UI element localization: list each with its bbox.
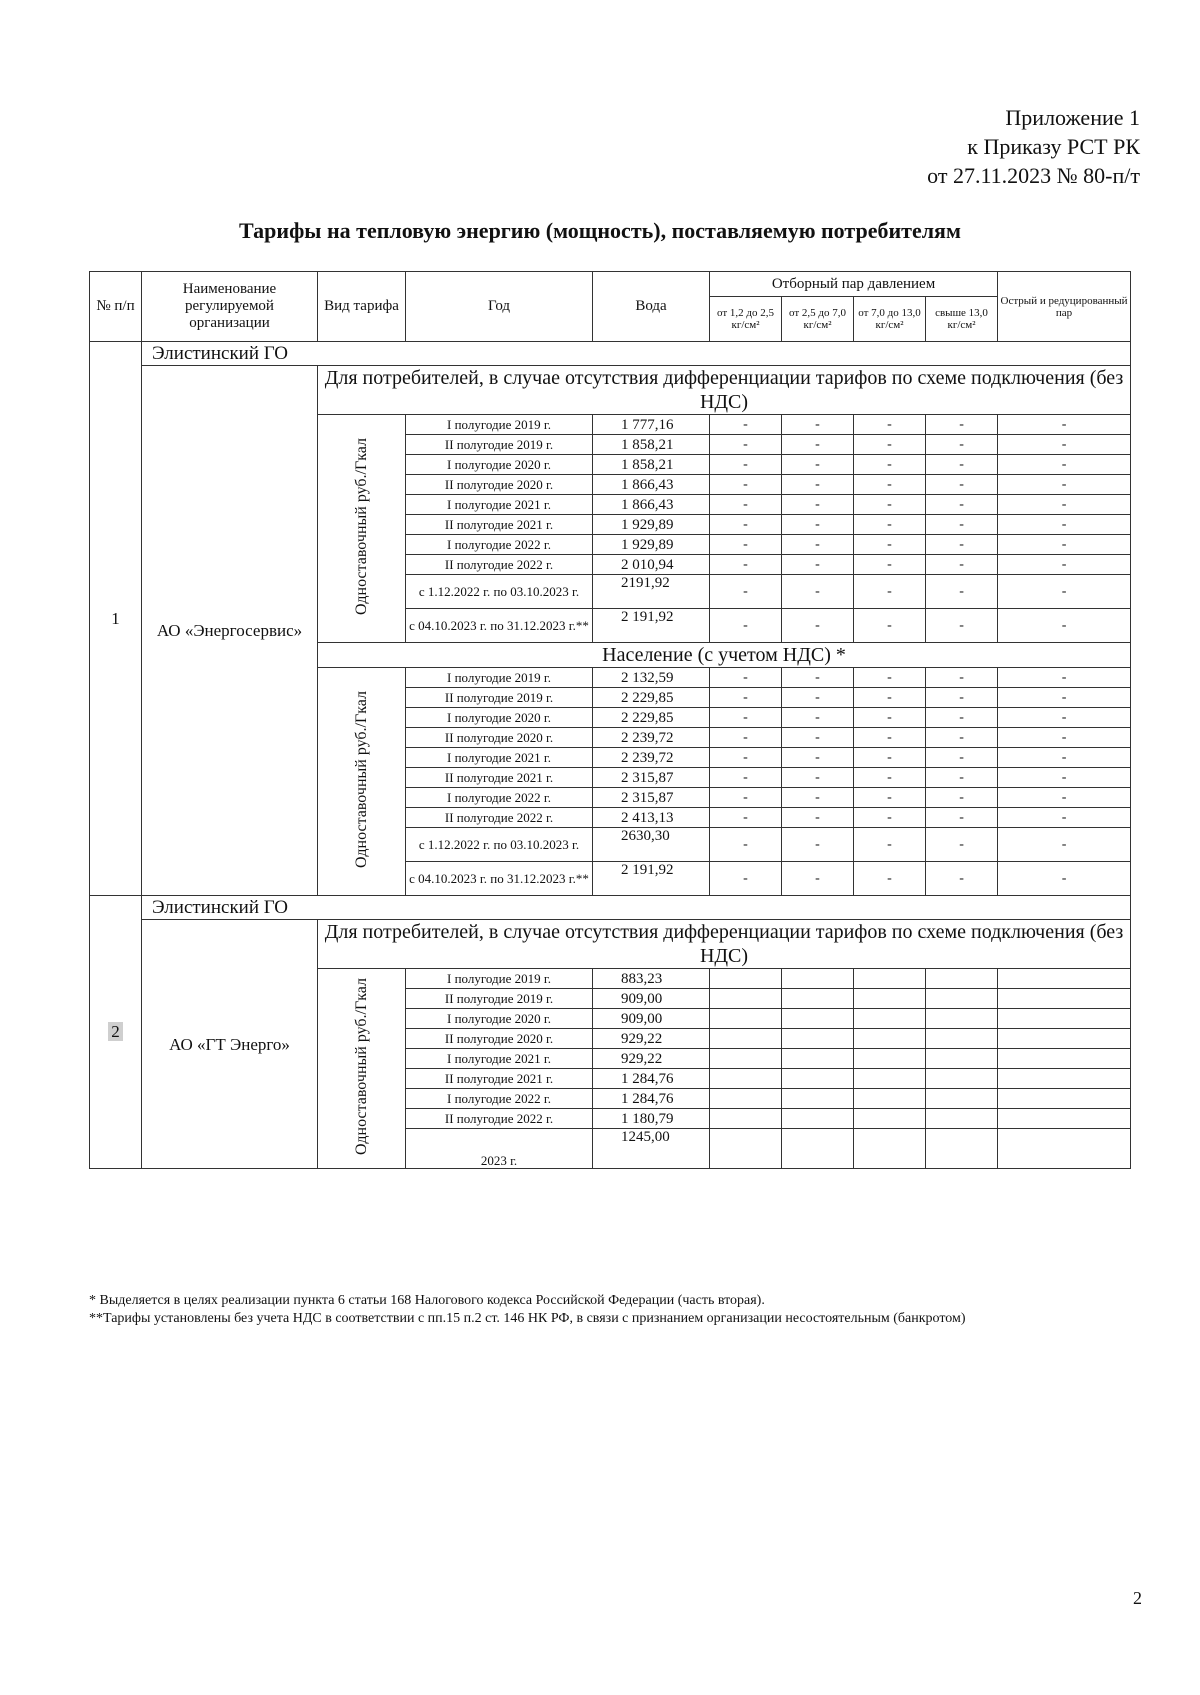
org-number-cell <box>90 342 142 896</box>
steam-value <box>854 1129 926 1169</box>
water-value: 2 315,87 <box>593 768 710 788</box>
steam-value <box>998 1049 1131 1069</box>
steam-value: - <box>710 828 782 862</box>
col-header-sharp-steam: Острый и редуцированный пар <box>998 272 1131 342</box>
water-value: 2 191,92 <box>593 609 710 643</box>
tariff-type-cell <box>318 668 406 896</box>
steam-value: - <box>926 609 998 643</box>
steam-value: - <box>782 575 854 609</box>
steam-value <box>854 1049 926 1069</box>
steam-value <box>854 1029 926 1049</box>
period-cell: II полугодие 2019 г. <box>406 989 593 1009</box>
steam-value <box>854 1109 926 1129</box>
steam-value: - <box>710 515 782 535</box>
period-cell: II полугодие 2021 г. <box>406 515 593 535</box>
steam-value: - <box>782 535 854 555</box>
steam-value: - <box>710 688 782 708</box>
water-value: 1 180,79 <box>593 1109 710 1129</box>
steam-value <box>926 1069 998 1089</box>
steam-value: - <box>926 515 998 535</box>
water-value: 1 929,89 <box>593 515 710 535</box>
steam-value: - <box>710 668 782 688</box>
steam-value: - <box>998 495 1131 515</box>
period-cell: II полугодие 2020 г. <box>406 1029 593 1049</box>
steam-value: - <box>782 688 854 708</box>
region-row <box>90 896 1131 920</box>
period-cell: II полугодие 2021 г. <box>406 768 593 788</box>
steam-value <box>926 969 998 989</box>
steam-value <box>710 1109 782 1129</box>
steam-value: - <box>926 495 998 515</box>
steam-value <box>998 1109 1131 1129</box>
steam-value: - <box>854 708 926 728</box>
water-value: 909,00 <box>593 1009 710 1029</box>
steam-value: - <box>854 788 926 808</box>
steam-value: - <box>854 808 926 828</box>
water-value: 1 929,89 <box>593 535 710 555</box>
water-value: 2 191,92 <box>593 862 710 896</box>
steam-value <box>782 1069 854 1089</box>
steam-value <box>998 1089 1131 1109</box>
steam-value <box>782 1029 854 1049</box>
col-header-num: № п/п <box>90 272 142 342</box>
steam-value: - <box>998 555 1131 575</box>
water-value: 883,23 <box>593 969 710 989</box>
col-header-water: Вода <box>593 272 710 342</box>
steam-value: - <box>782 808 854 828</box>
steam-value: - <box>998 828 1131 862</box>
steam-value: - <box>782 435 854 455</box>
steam-value <box>926 989 998 1009</box>
period-cell: с 04.10.2023 г. по 31.12.2023 г.** <box>406 609 593 643</box>
water-value: 2630,30 <box>593 828 710 862</box>
water-value: 2 010,94 <box>593 555 710 575</box>
steam-value <box>710 1129 782 1169</box>
steam-value: - <box>710 475 782 495</box>
steam-value: - <box>998 728 1131 748</box>
steam-value: - <box>854 415 926 435</box>
steam-value: - <box>926 748 998 768</box>
order-date: от 27.11.2023 № 80-п/т <box>927 163 1140 188</box>
steam-value: - <box>782 515 854 535</box>
region-name: Элистинский ГО <box>142 342 1131 366</box>
appendix-label: Приложение 1 <box>1005 105 1140 130</box>
steam-value: - <box>710 435 782 455</box>
steam-value <box>998 989 1131 1009</box>
col-header-year: Год <box>406 272 593 342</box>
tariff-table-body <box>90 272 1131 1169</box>
steam-value: - <box>782 475 854 495</box>
period-cell: 2023 г. <box>406 1129 593 1169</box>
steam-value: - <box>710 555 782 575</box>
water-value: 1 777,16 <box>593 415 710 435</box>
steam-value: - <box>926 788 998 808</box>
org-number: 2 <box>108 1022 123 1041</box>
steam-value: - <box>782 495 854 515</box>
steam-value: - <box>782 768 854 788</box>
steam-value: - <box>854 515 926 535</box>
section-title: Для потребителей, в случае отсутствия дифференциации тарифов по схеме подключения (без НДС) <box>318 366 1131 415</box>
water-value: 2 229,85 <box>593 688 710 708</box>
steam-value <box>710 1069 782 1089</box>
steam-value: - <box>854 495 926 515</box>
steam-value <box>782 1089 854 1109</box>
period-cell: II полугодие 2022 г. <box>406 808 593 828</box>
org-number-cell <box>90 896 142 1169</box>
steam-value: - <box>998 515 1131 535</box>
steam-value <box>782 1049 854 1069</box>
period-cell: I полугодие 2020 г. <box>406 455 593 475</box>
tariff-table <box>89 271 1131 1169</box>
org-name: АО «ГТ Энерго» <box>142 920 318 1169</box>
steam-value: - <box>854 455 926 475</box>
steam-value <box>710 1029 782 1049</box>
tariff-type-cell <box>318 969 406 1169</box>
steam-value: - <box>854 728 926 748</box>
section-title-row <box>90 366 1131 415</box>
water-value: 1245,00 <box>593 1129 710 1169</box>
steam-value: - <box>926 475 998 495</box>
section-title: Для потребителей, в случае отсутствия дифференциации тарифов по схеме подключения (без НДС) <box>318 920 1131 969</box>
period-cell: I полугодие 2020 г. <box>406 1009 593 1029</box>
steam-value: - <box>998 768 1131 788</box>
steam-value <box>782 1109 854 1129</box>
water-value: 1 858,21 <box>593 455 710 475</box>
steam-value: - <box>782 748 854 768</box>
steam-value: - <box>854 435 926 455</box>
col-header-steam-2: от 2,5 до 7,0 кг/см² <box>782 297 854 342</box>
steam-value: - <box>998 788 1131 808</box>
steam-value: - <box>926 555 998 575</box>
steam-value: - <box>854 688 926 708</box>
period-cell: II полугодие 2019 г. <box>406 688 593 708</box>
steam-value: - <box>782 415 854 435</box>
water-value: 1 284,76 <box>593 1089 710 1109</box>
steam-value: - <box>998 455 1131 475</box>
steam-value: - <box>998 435 1131 455</box>
period-cell: I полугодие 2019 г. <box>406 668 593 688</box>
steam-value: - <box>926 828 998 862</box>
water-value: 2 229,85 <box>593 708 710 728</box>
steam-value: - <box>710 748 782 768</box>
org-number: 1 <box>111 608 120 628</box>
steam-value <box>710 1049 782 1069</box>
steam-value <box>998 1009 1131 1029</box>
water-value: 2 239,72 <box>593 728 710 748</box>
period-cell: I полугодие 2022 г. <box>406 535 593 555</box>
org-name: АО «Энергосервис» <box>142 366 318 896</box>
steam-value: - <box>926 768 998 788</box>
steam-value <box>926 1049 998 1069</box>
steam-value: - <box>998 575 1131 609</box>
steam-value: - <box>926 862 998 896</box>
steam-value: - <box>926 688 998 708</box>
steam-value: - <box>854 535 926 555</box>
steam-value: - <box>998 475 1131 495</box>
steam-value: - <box>710 728 782 748</box>
water-value: 929,22 <box>593 1029 710 1049</box>
order-reference: к Приказу РСТ РК <box>967 134 1140 159</box>
steam-value <box>998 1069 1131 1089</box>
steam-value: - <box>710 862 782 896</box>
period-cell: II полугодие 2019 г. <box>406 435 593 455</box>
steam-value <box>710 1009 782 1029</box>
period-cell: II полугодие 2020 г. <box>406 475 593 495</box>
steam-value: - <box>710 495 782 515</box>
tariff-type: Одноставочный руб./Гкал <box>352 977 370 1155</box>
period-cell: II полугодие 2022 г. <box>406 1109 593 1129</box>
steam-value: - <box>854 668 926 688</box>
steam-value: - <box>710 575 782 609</box>
steam-value: - <box>710 788 782 808</box>
steam-value <box>782 1129 854 1169</box>
steam-value: - <box>926 728 998 748</box>
period-cell: II полугодие 2020 г. <box>406 728 593 748</box>
steam-value: - <box>782 455 854 475</box>
steam-value <box>998 1029 1131 1049</box>
steam-value: - <box>998 688 1131 708</box>
water-value: 1 866,43 <box>593 495 710 515</box>
steam-value <box>782 989 854 1009</box>
steam-value <box>998 1129 1131 1169</box>
steam-value: - <box>782 708 854 728</box>
steam-value <box>710 969 782 989</box>
water-value: 1 858,21 <box>593 435 710 455</box>
steam-value: - <box>782 728 854 748</box>
steam-value: - <box>710 808 782 828</box>
tariff-type: Одноставочный руб./Гкал <box>352 437 370 615</box>
steam-value: - <box>926 435 998 455</box>
steam-value <box>710 1089 782 1109</box>
period-cell: I полугодие 2021 г. <box>406 495 593 515</box>
footnotes <box>89 1292 1139 1328</box>
steam-value <box>854 1089 926 1109</box>
steam-value: - <box>854 575 926 609</box>
period-cell: I полугодие 2019 г. <box>406 415 593 435</box>
steam-value: - <box>782 862 854 896</box>
period-cell: I полугодие 2019 г. <box>406 969 593 989</box>
steam-value: - <box>710 455 782 475</box>
steam-value: - <box>926 808 998 828</box>
steam-value: - <box>926 575 998 609</box>
steam-value: - <box>854 768 926 788</box>
page-number: 2 <box>1133 1588 1142 1608</box>
steam-value: - <box>998 535 1131 555</box>
steam-value <box>926 1009 998 1029</box>
steam-value: - <box>782 609 854 643</box>
region-name: Элистинский ГО <box>142 896 1131 920</box>
footnote-vat: * Выделяется в целях реализации пункта 6 статьи 168 Налогового кодекса Российской Федерации (часть вторая). <box>89 1293 765 1308</box>
steam-value: - <box>926 535 998 555</box>
period-cell: I полугодие 2022 г. <box>406 1089 593 1109</box>
steam-value: - <box>854 609 926 643</box>
period-cell: I полугодие 2020 г. <box>406 708 593 728</box>
steam-value: - <box>710 708 782 728</box>
region-row <box>90 342 1131 366</box>
steam-value: - <box>998 609 1131 643</box>
steam-value: - <box>998 862 1131 896</box>
period-cell: I полугодие 2022 г. <box>406 788 593 808</box>
water-value: 2 413,13 <box>593 808 710 828</box>
tariff-type: Одноставочный руб./Гкал <box>352 690 370 868</box>
steam-value <box>926 1109 998 1129</box>
steam-value: - <box>998 415 1131 435</box>
steam-value: - <box>710 609 782 643</box>
water-value: 2 239,72 <box>593 748 710 768</box>
steam-value: - <box>782 668 854 688</box>
steam-value: - <box>926 415 998 435</box>
steam-value: - <box>998 668 1131 688</box>
period-cell: с 1.12.2022 г. по 03.10.2023 г. <box>406 575 593 609</box>
col-header-steam-1: от 1,2 до 2,5 кг/см² <box>710 297 782 342</box>
steam-value: - <box>710 535 782 555</box>
steam-value <box>782 1009 854 1029</box>
steam-value <box>854 969 926 989</box>
water-value: 929,22 <box>593 1049 710 1069</box>
water-value: 1 866,43 <box>593 475 710 495</box>
col-header-org: Наименование регулируемой организации <box>142 272 318 342</box>
document-header <box>927 103 1140 190</box>
steam-value <box>854 1069 926 1089</box>
steam-value: - <box>998 708 1131 728</box>
water-value: 1 284,76 <box>593 1069 710 1089</box>
steam-value: - <box>926 455 998 475</box>
water-value: 2 132,59 <box>593 668 710 688</box>
section-title: Население (с учетом НДС) * <box>318 643 1131 668</box>
period-cell: с 04.10.2023 г. по 31.12.2023 г.** <box>406 862 593 896</box>
period-cell: I полугодие 2021 г. <box>406 1049 593 1069</box>
steam-value <box>854 989 926 1009</box>
steam-value: - <box>854 748 926 768</box>
steam-value: - <box>782 828 854 862</box>
steam-value: - <box>854 475 926 495</box>
steam-value <box>782 969 854 989</box>
col-header-type: Вид тарифа <box>318 272 406 342</box>
col-header-steam-group: Отборный пар давлением <box>710 272 998 297</box>
steam-value <box>926 1089 998 1109</box>
steam-value <box>998 969 1131 989</box>
steam-value: - <box>926 668 998 688</box>
page-title: Тарифы на тепловую энергию (мощность), поставляемую потребителям <box>239 218 961 243</box>
water-value: 909,00 <box>593 989 710 1009</box>
water-value: 2 315,87 <box>593 788 710 808</box>
tariff-type-cell <box>318 415 406 643</box>
steam-value: - <box>854 828 926 862</box>
steam-value <box>926 1129 998 1169</box>
steam-value: - <box>710 768 782 788</box>
steam-value <box>926 1029 998 1049</box>
period-cell: I полугодие 2021 г. <box>406 748 593 768</box>
steam-value <box>854 1009 926 1029</box>
period-cell: II полугодие 2021 г. <box>406 1069 593 1089</box>
footnote-bankruptcy: **Тарифы установлены без учета НДС в соответствии с пп.15 п.2 ст. 146 НК РФ, в связи с признанием организации несостоятельным (банкротом) <box>89 1311 966 1326</box>
period-cell: II полугодие 2022 г. <box>406 555 593 575</box>
steam-value: - <box>710 415 782 435</box>
period-cell: с 1.12.2022 г. по 03.10.2023 г. <box>406 828 593 862</box>
steam-value: - <box>998 808 1131 828</box>
water-value: 2191,92 <box>593 575 710 609</box>
steam-value: - <box>926 708 998 728</box>
steam-value: - <box>854 555 926 575</box>
col-header-steam-3: от 7,0 до 13,0 кг/см² <box>854 297 926 342</box>
steam-value: - <box>782 555 854 575</box>
col-header-steam-4: свыше 13,0 кг/см² <box>926 297 998 342</box>
steam-value <box>710 989 782 1009</box>
steam-value: - <box>854 862 926 896</box>
section-title-row <box>90 920 1131 969</box>
steam-value: - <box>782 788 854 808</box>
steam-value: - <box>998 748 1131 768</box>
